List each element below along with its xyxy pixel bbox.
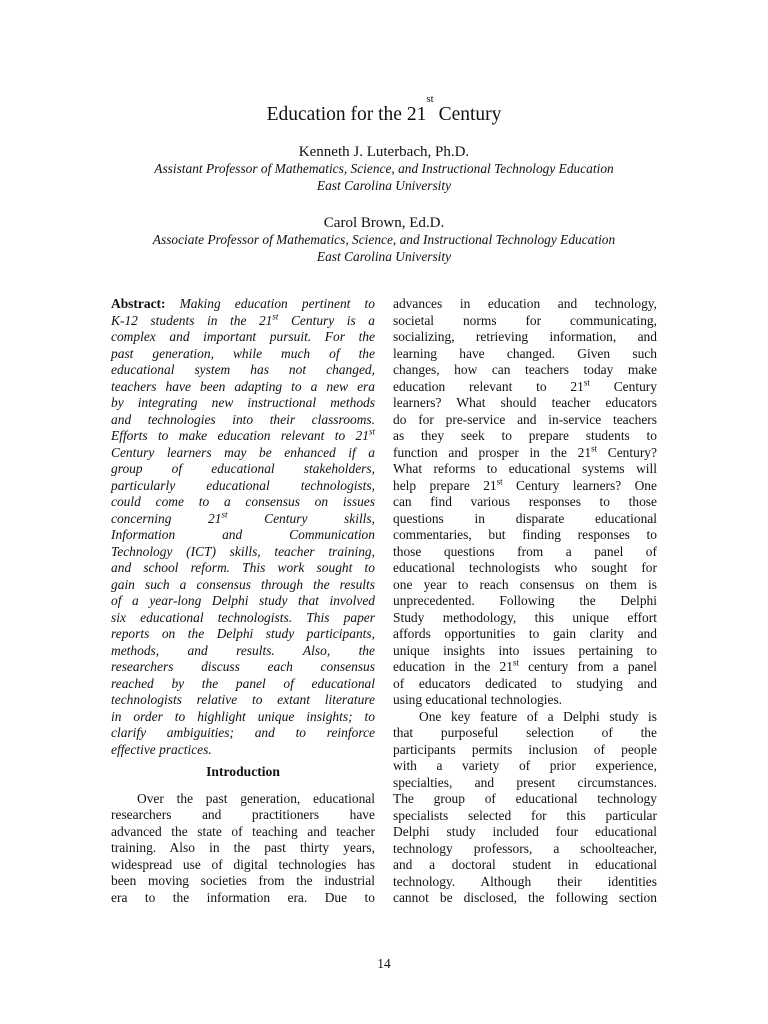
body-paragraph: One key feature of a Delphi study is that purposeful selection of the participants permits inclusion of people with a variety of prior experience, specialties, and present circumstances. The group of educational technology specialists selected for this particular Delphi study included four educational technology professors, a schoolteacher, and a doctoral student in educational technology. Although their identities cannot be disclosed, the following section — [393, 708, 657, 905]
author-2 — [0, 214, 768, 265]
page-number: 14 — [377, 956, 391, 971]
author-name: Kenneth J. Luterbach, Ph.D. — [298, 144, 470, 160]
right-column — [393, 296, 657, 907]
author-institution: East Carolina University — [316, 177, 452, 193]
paper-title: Education for the 21st Century — [266, 93, 502, 125]
author-position: Associate Professor of Mathematics, Science, and Instructional Technology Education — [152, 232, 616, 247]
author-name: Carol Brown, Ed.D. — [323, 215, 445, 231]
left-column — [111, 296, 375, 906]
abstract-label: Abstract: — [111, 296, 166, 311]
author-1 — [0, 143, 768, 194]
section-heading: Introduction — [206, 764, 280, 779]
body-paragraph: advances in education and technology, societal norms for communicating, socializing, retrieving information, and learning have changed. Given such changes, how can teachers today make education relevant to 21st Century learners? What should teacher educators do for pre-service and in-service teachers as they seek to prepare students to function and prosper in the 21st Century? What reforms to educational systems will help prepare 21st Century learners? One can find various responses to those questions in disparate educational commentaries, but finding responses to those questions from a panel of educational technologists who sought for one year to reach consensus on them is unprecedented. Following the Delphi Study methodology, this unique effort affords opportunities to gain clarity and unique insights into issues pertaining to education in the 21st century from a panel of educators dedicated to studying and using educational technologies. — [393, 296, 657, 707]
intro-paragraph: Over the past generation, educational researchers and practitioners have advanced the state of teaching and teacher training. Also in the past thirty years, widespread use of digital technologies has been moving societies from the industrial era to the information era. Due to — [111, 790, 375, 905]
author-position: Assistant Professor of Mathematics, Science, and Instructional Technology Education — [154, 161, 614, 176]
author-institution: East Carolina University — [316, 248, 452, 264]
abstract: Abstract: Making education pertinent to K-12 students in the 21st Century is a complex and important pursuit. For the past generation, while much of the educational system has not changed, teachers have been adapting to a new era by integrating new instructional methods and technologies into their classrooms. Efforts to make education relevant to 21st Century learners may be enhanced if a group of educational stakeholders, particularly educational technologists, could come to a consensus on issues concerning 21st Century skills, Information and Communication Technology (ICT) skills, teacher training, and school reform. This work sought to gain such a consensus through the results of a year-long Delphi study that involved six educational technologists. This paper reports on the Delphi study participants, methods, and results. Also, the researchers discuss each consensus reached by the panel of educational technologists relative to extant literature in order to highlight unique insights; to clarify ambiguities; and to reinforce effective practices. — [111, 296, 375, 757]
